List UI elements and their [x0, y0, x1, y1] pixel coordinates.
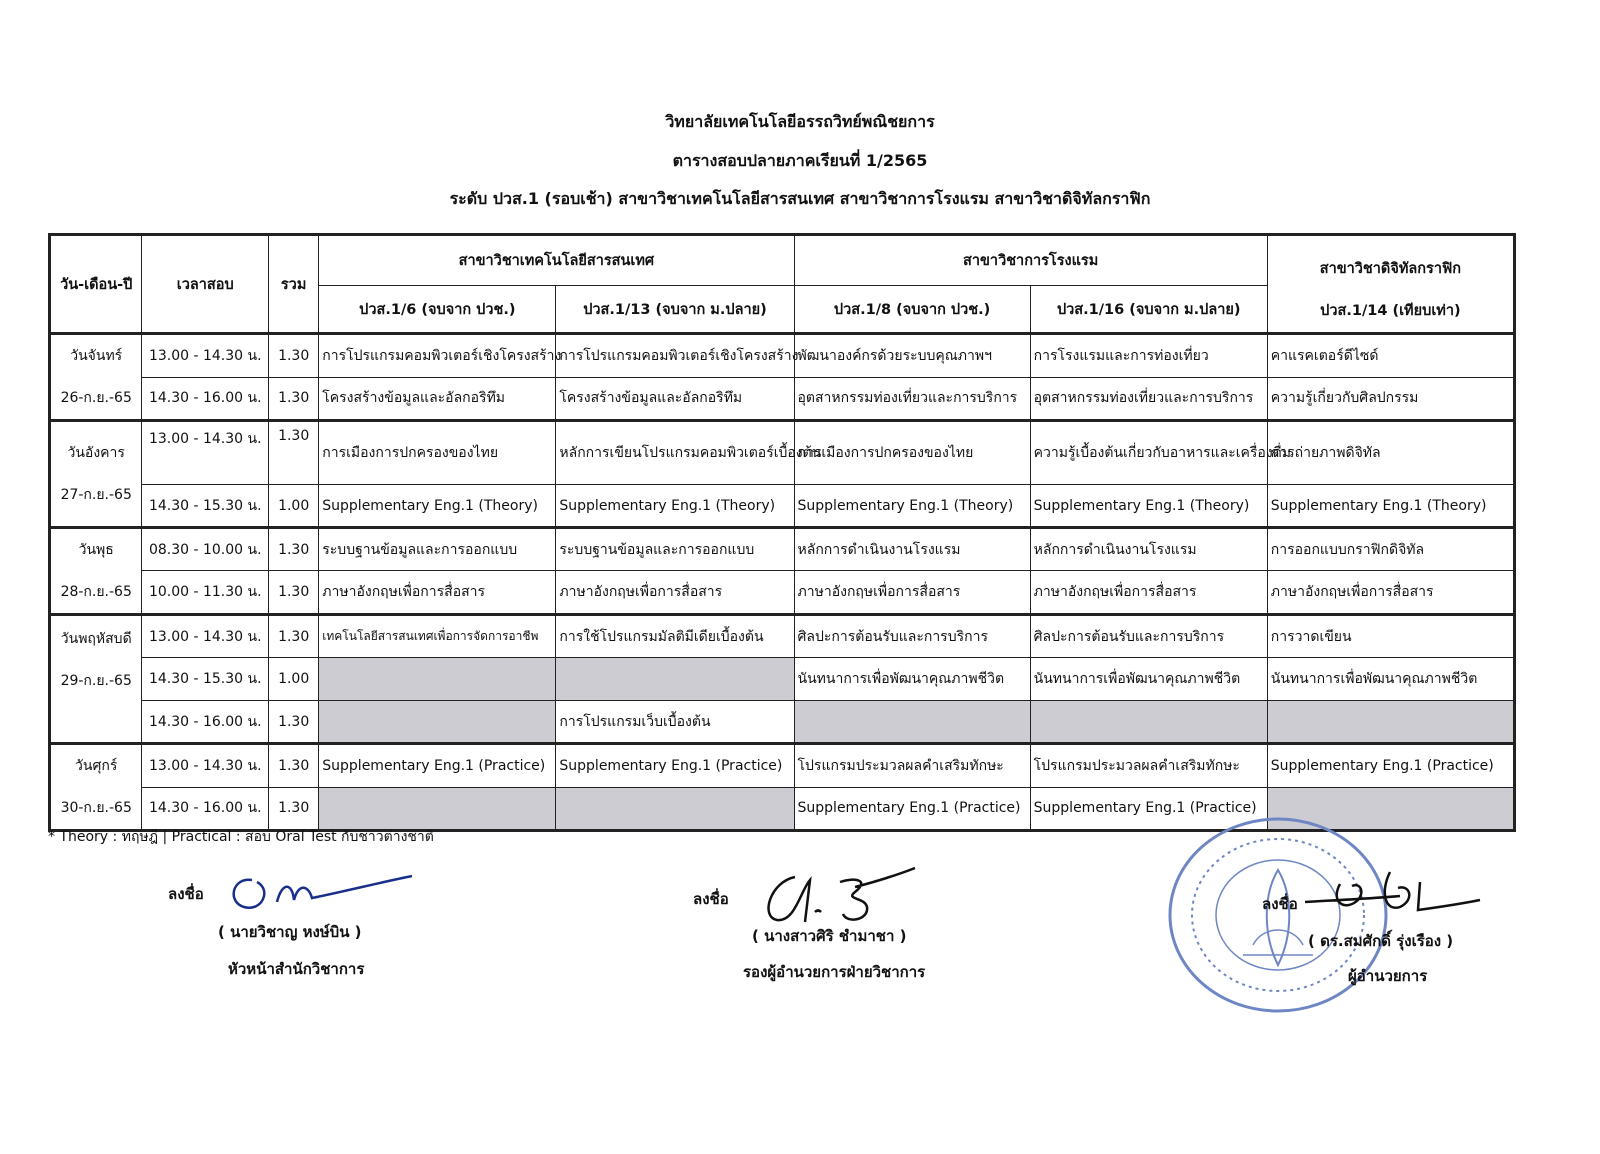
schedule-title: ตารางสอบปลายภาคเรียนที่ 1/2565 — [672, 151, 928, 170]
dept-graphic-label: สาขาวิชาดิจิทัลกราฟิก — [1319, 261, 1462, 277]
day-cell: วันศุกร์ 30-ก.ย.-65 — [50, 744, 142, 831]
subject-cell: โปรแกรมประมวลผลคำเสริมทักษะ — [794, 744, 1030, 788]
signature-1 — [222, 862, 422, 917]
empty-cell — [319, 658, 556, 701]
header-time: เวลาสอบ — [142, 235, 269, 334]
subject-cell: ภาษาอังกฤษเพื่อการสื่อสาร — [319, 571, 556, 615]
time-cell: 14.30 - 16.00 น. — [142, 701, 269, 744]
subject-cell: อุตสาหกรรมท่องเที่ยวและการบริการ — [1030, 377, 1267, 421]
subject-cell: Supplementary Eng.1 (Practice) — [1267, 744, 1514, 788]
subject-cell: อุตสาหกรรมท่องเที่ยวและการบริการ — [794, 377, 1030, 421]
subject-cell: ภาษาอังกฤษเพื่อการสื่อสาร — [794, 571, 1030, 615]
total-cell: 1.00 — [269, 485, 319, 528]
header-dept-it: สาขาวิชาเทคโนโลยีสารสนเทศ — [319, 235, 794, 286]
total-cell: 1.30 — [269, 787, 319, 831]
total-cell: 1.30 — [269, 744, 319, 788]
footnote: * Theory : ทฤษฎี | Practical : สอบ Oral Test กับชาวต่างชาติ — [48, 829, 434, 845]
subject-cell: Supplementary Eng.1 (Practice) — [794, 787, 1030, 831]
time-cell: 14.30 - 16.00 น. — [142, 377, 269, 421]
header-dept-graphic — [1267, 235, 1514, 334]
subject-cell: ความรู้เกี่ยวกับศิลปกรรม — [1267, 377, 1514, 421]
subject-cell: หลักการเขียนโปรแกรมคอมพิวเตอร์เบื้องต้น — [556, 421, 794, 485]
sign-label: ลงชื่อ — [1262, 895, 1298, 913]
subject-cell: ระบบฐานข้อมูลและการออกแบบ — [319, 528, 556, 571]
schedule-subtitle: ระดับ ปวส.1 (รอบเช้า) สาขาวิชาเทคโนโลยีสารสนเทศ สาขาวิชาการโรงแรม สาขาวิชาดิจิทัลกราฟิก — [449, 189, 1151, 208]
subject-cell: นันทนาการเพื่อพัฒนาคุณภาพชีวิต — [794, 658, 1030, 701]
subject-cell: Supplementary Eng.1 (Theory) — [794, 485, 1030, 528]
group-label: ปวส.1/16 (จบจาก ม.ปลาย) — [1030, 286, 1267, 334]
day-cell: วันพุธ 28-ก.ย.-65 — [50, 528, 142, 615]
empty-cell — [556, 658, 794, 701]
subject-cell: หลักการดำเนินงานโรงแรม — [1030, 528, 1267, 571]
time-cell: 13.00 - 14.30 น. — [142, 421, 269, 485]
signer-name: ( นางสาวศิริ ชำมาชา ) — [752, 927, 907, 945]
day-cell: วันจันทร์ 26-ก.ย.-65 — [50, 334, 142, 421]
subject-cell: Supplementary Eng.1 (Theory) — [1267, 485, 1514, 528]
subject-cell: ระบบฐานข้อมูลและการออกแบบ — [556, 528, 794, 571]
subject-cell: Supplementary Eng.1 (Theory) — [319, 485, 556, 528]
group-label: ปวส.1/13 (จบจาก ม.ปลาย) — [556, 286, 794, 334]
group-label: ปวส.1/14 (เทียบเท่า) — [1320, 303, 1461, 319]
signer-position: หัวหน้าสำนักวิชาการ — [228, 960, 365, 978]
empty-cell — [319, 787, 556, 831]
sign-label: ลงชื่อ — [168, 885, 204, 903]
subject-cell: การโรงแรมและการท่องเที่ยว — [1030, 334, 1267, 378]
subject-cell: Supplementary Eng.1 (Practice) — [319, 744, 556, 788]
subject-cell: โครงสร้างข้อมูลและอัลกอริทึม — [556, 377, 794, 421]
total-cell: 1.30 — [269, 421, 319, 485]
empty-cell — [794, 701, 1030, 744]
empty-cell — [319, 701, 556, 744]
subject-cell: ภาษาอังกฤษเพื่อการสื่อสาร — [556, 571, 794, 615]
empty-cell — [1267, 701, 1514, 744]
subject-cell: การโปรแกรมคอมพิวเตอร์เชิงโครงสร้าง — [556, 334, 794, 378]
time-cell: 14.30 - 15.30 น. — [142, 658, 269, 701]
subject-cell: Supplementary Eng.1 (Practice) — [556, 744, 794, 788]
subject-cell: Supplementary Eng.1 (Theory) — [556, 485, 794, 528]
empty-cell — [556, 787, 794, 831]
sign-label: ลงชื่อ — [693, 890, 729, 908]
subject-cell: ศิลปะการต้อนรับและการบริการ — [1030, 615, 1267, 658]
college-name: วิทยาลัยเทคโนโลยีอรรถวิทย์พณิชยการ — [665, 112, 935, 131]
group-label: ปวส.1/8 (จบจาก ปวช.) — [794, 286, 1030, 334]
subject-cell: โปรแกรมประมวลผลคำเสริมทักษะ — [1030, 744, 1267, 788]
subject-cell: การโปรแกรมเว็บเบื้องต้น — [556, 701, 794, 744]
total-cell: 1.30 — [269, 334, 319, 378]
day-cell: วันพฤหัสบดี 29-ก.ย.-65 — [50, 615, 142, 744]
subject-cell: การใช้โปรแกรมมัลติมีเดียเบื้องต้น — [556, 615, 794, 658]
subject-cell: นันทนาการเพื่อพัฒนาคุณภาพชีวิต — [1267, 658, 1514, 701]
time-cell: 08.30 - 10.00 น. — [142, 528, 269, 571]
time-cell: 14.30 - 16.00 น. — [142, 787, 269, 831]
subject-cell: การวาดเขียน — [1267, 615, 1514, 658]
empty-cell — [1030, 701, 1267, 744]
subject-cell: ความรู้เบื้องต้นเกี่ยวกับอาหารและเครื่องดื่ม — [1030, 421, 1267, 485]
exam-schedule-table — [48, 233, 1516, 832]
signature-2 — [755, 862, 925, 927]
header-date: วัน-เดือน-ปี — [50, 235, 142, 334]
header-total: รวม — [269, 235, 319, 334]
subject-cell: การเมืองการปกครองของไทย — [319, 421, 556, 485]
header-dept-hotel: สาขาวิชาการโรงแรม — [794, 235, 1267, 286]
time-cell: 13.00 - 14.30 น. — [142, 615, 269, 658]
subject-cell: การถ่ายภาพดิจิทัล — [1267, 421, 1514, 485]
subject-cell: เทคโนโลยีสารสนเทศเพื่อการจัดการอาชีพ — [319, 615, 556, 658]
day-cell: วันอังคาร 27-ก.ย.-65 — [50, 421, 142, 528]
subject-cell: ภาษาอังกฤษเพื่อการสื่อสาร — [1267, 571, 1514, 615]
time-cell: 13.00 - 14.30 น. — [142, 334, 269, 378]
total-cell: 1.30 — [269, 571, 319, 615]
subject-cell: การออกแบบกราฟิกดิจิทัล — [1267, 528, 1514, 571]
subject-cell: พัฒนาองค์กรด้วยระบบคุณภาพฯ — [794, 334, 1030, 378]
total-cell: 1.00 — [269, 658, 319, 701]
subject-cell: Supplementary Eng.1 (Theory) — [1030, 485, 1267, 528]
subject-cell: Supplementary Eng.1 (Practice) — [1030, 787, 1267, 831]
signer-position: ผู้อำนวยการ — [1348, 967, 1428, 985]
subject-cell: การโปรแกรมคอมพิวเตอร์เชิงโครงสร้าง — [319, 334, 556, 378]
subject-cell: ศิลปะการต้อนรับและการบริการ — [794, 615, 1030, 658]
subject-cell: นันทนาการเพื่อพัฒนาคุณภาพชีวิต — [1030, 658, 1267, 701]
total-cell: 1.30 — [269, 701, 319, 744]
total-cell: 1.30 — [269, 377, 319, 421]
total-cell: 1.30 — [269, 528, 319, 571]
signer-name: ( ดร.สมศักดิ์ รุ่งเรือง ) — [1308, 932, 1454, 950]
subject-cell: คาแรคเตอร์ดีไซด์ — [1267, 334, 1514, 378]
signer-name: ( นายวิชาญ หงษ์บิน ) — [218, 923, 362, 941]
subject-cell: การเมืองการปกครองของไทย — [794, 421, 1030, 485]
subject-cell: หลักการดำเนินงานโรงแรม — [794, 528, 1030, 571]
subject-cell: โครงสร้างข้อมูลและอัลกอริทึม — [319, 377, 556, 421]
time-cell: 13.00 - 14.30 น. — [142, 744, 269, 788]
subject-cell: ภาษาอังกฤษเพื่อการสื่อสาร — [1030, 571, 1267, 615]
signature-3 — [1300, 862, 1485, 922]
signer-position: รองผู้อำนวยการฝ่ายวิชาการ — [743, 963, 926, 981]
time-cell: 10.00 - 11.30 น. — [142, 571, 269, 615]
time-cell: 14.30 - 15.30 น. — [142, 485, 269, 528]
group-label: ปวส.1/6 (จบจาก ปวช.) — [319, 286, 556, 334]
total-cell: 1.30 — [269, 615, 319, 658]
